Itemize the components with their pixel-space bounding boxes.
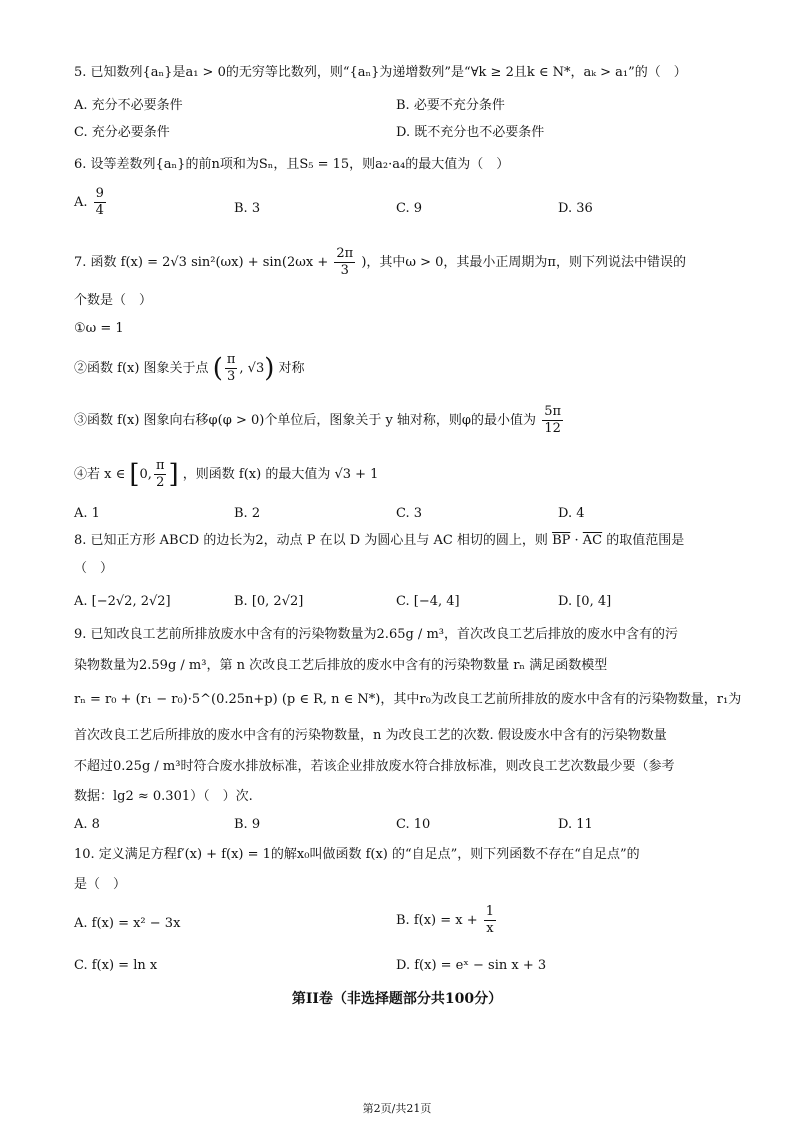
q7-s4-part3: ，则函数 f(x) 的最大值为 √3 + 1: [182, 467, 379, 482]
q7-statement-2: [74, 352, 305, 385]
q7-option-b: B. 2: [234, 506, 261, 521]
q8-option-c: C. [−4, 4]: [396, 594, 460, 609]
q7-s3-fraction: [542, 404, 563, 437]
fraction-numerator: 1: [485, 904, 495, 919]
q6-option-d: D. 36: [558, 201, 593, 216]
q6-option-c: C. 9: [396, 201, 423, 216]
q5-stem: 5. 已知数列{aₙ}是a₁ > 0的无穷等比数列，则“{aₙ}为递增数列”是“∀k ≥ 2且k ∈ N*，aₖ > a₁”的（ ）: [74, 65, 687, 80]
q7-statement-1: ①ω = 1: [74, 321, 124, 336]
q7-stem-fraction: [334, 246, 355, 279]
q8-stem-line2: （ ）: [74, 561, 114, 576]
q10-option-b-part1: B. f(x) = x +: [396, 913, 478, 928]
q9-option-a: A. 8: [74, 817, 100, 832]
q9-option-c: C. 10: [396, 817, 431, 832]
q7-s4-part1: ④若 x ∈: [74, 467, 126, 482]
q8-stem: [74, 532, 684, 550]
q9-line-3: rₙ = r₀ + (r₁ − r₀)·5^(0.25n+p) (p ∈ R, n ∈ N*)，其中r₀为改良工艺前所排放的废水中含有的污染物数量，r₁为: [74, 692, 742, 707]
q10-option-b: [396, 904, 498, 937]
fraction-numerator: 5π: [544, 404, 562, 419]
q8-option-b: B. [0, 2√2]: [234, 594, 304, 609]
vector-bp: $\overline{BP}$: [552, 533, 571, 548]
q7-stem-line2: 个数是（ ）: [74, 293, 153, 308]
q8-stem-part2: 的取值范围是: [606, 533, 685, 548]
q5-option-b: B. 必要不充分条件: [396, 98, 505, 113]
right-bracket-glyph: ]: [168, 459, 179, 490]
right-paren-glyph: ): [264, 353, 275, 384]
q7-s4-part2: 0,: [139, 467, 152, 482]
q6-stem: 6. 设等差数列{aₙ}的前n项和为Sₙ，且S₅ = 15，则a₂·a₄的最大值为（ ）: [74, 157, 510, 172]
left-paren-glyph: (: [212, 353, 223, 384]
left-bracket-glyph: [: [129, 459, 140, 490]
fraction-numerator: 9: [95, 186, 104, 201]
fraction-numerator: π: [155, 458, 165, 473]
dot-operator: ·: [570, 533, 583, 548]
q8-option-d: D. [0, 4]: [558, 594, 612, 609]
q10-option-b-fraction: [484, 904, 496, 937]
fraction-denominator: x: [486, 921, 494, 936]
q9-line-5: 不超过0.25g / m³时符合废水排放标准，若该企业排放废水符合排放标准，则改良工艺次数最少要（参考: [74, 759, 675, 774]
q5-option-d: D. 既不充分也不必要条件: [396, 125, 545, 140]
fraction-denominator: 3: [340, 263, 349, 278]
section-title: 第II卷（非选择题部分共100分）: [291, 991, 503, 1007]
q7-s4-fraction: [154, 458, 167, 491]
q7-option-c: C. 3: [396, 506, 423, 521]
q7-option-a: A. 1: [74, 506, 100, 521]
q7-s3-part1: ③函数 f(x) 图象向右移φ(φ > 0)个单位后，图象关于 y 轴对称，则φ的最小值为: [74, 413, 537, 428]
q9-option-d: D. 11: [558, 817, 593, 832]
q9-line-4: 首次改良工艺后所排放的废水中含有的污染物数量，n 为改良工艺的次数. 假设废水中含有的污染物数量: [74, 728, 667, 743]
fraction-numerator: π: [226, 352, 236, 367]
fraction-denominator: 2: [156, 475, 165, 490]
q5-option-a: A. 充分不必要条件: [74, 98, 183, 113]
q10-option-c: C. f(x) = ln x: [74, 958, 158, 973]
q6-option-a-label: A.: [74, 195, 88, 210]
q7-option-d: D. 4: [558, 506, 585, 521]
vector-ac: $\overline{AC}$: [582, 533, 603, 548]
page-footer: 第2页/共21页: [362, 1102, 432, 1115]
q7-statement-4: [74, 458, 378, 491]
q7-stem: [74, 246, 686, 279]
q8-stem-part1: 8. 已知正方形 ABCD 的边长为2，动点 P 在以 D 为圆心且与 AC 相切的圆上，则: [74, 533, 548, 548]
q6-option-a: [74, 186, 108, 219]
q7-s2-part1: ②函数 f(x) 图象关于点: [74, 361, 209, 376]
q7-stem-part2: )，其中ω > 0，其最小正周期为π，则下列说法中错误的: [361, 255, 686, 270]
fraction-denominator: 12: [544, 421, 561, 436]
q7-s2-fraction: [225, 352, 238, 385]
q7-stem-part1: 7. 函数 f(x) = 2√3 sin²(ωx) + sin(2ωx +: [74, 255, 329, 270]
q5-option-c: C. 充分必要条件: [74, 125, 170, 140]
q10-option-a: A. f(x) = x² − 3x: [74, 916, 181, 931]
fraction-denominator: 4: [95, 203, 104, 218]
q9-line-2: 染物数量为2.59g / m³，第 n 次改良工艺后排放的废水中含有的污染物数量 rₙ 满足函数模型: [74, 658, 608, 673]
q6-option-b: B. 3: [234, 201, 261, 216]
q9-line-1: 9. 已知改良工艺前所排放废水中含有的污染物数量为2.65g / m³，首次改良工艺后排放的废水中含有的污: [74, 627, 678, 642]
q9-option-b: B. 9: [234, 817, 261, 832]
q10-line-1: 10. 定义满足方程f′(x) + f(x) = 1的解x₀叫做函数 f(x) 的“自足点”，则下列函数不存在“自足点”的: [74, 847, 640, 862]
fraction-numerator: 2π: [336, 246, 354, 261]
q7-statement-3: [74, 404, 565, 437]
q7-s2-part2: , √3: [239, 361, 265, 376]
q10-line-2: 是（ ）: [74, 877, 127, 892]
q6-option-a-fraction: [94, 186, 106, 219]
q10-option-d: D. f(x) = eˣ − sin x + 3: [396, 958, 547, 973]
q8-option-a: A. [−2√2, 2√2]: [74, 594, 171, 609]
q7-s2-part3: 对称: [278, 361, 305, 376]
q9-line-6: 数据：lg2 ≈ 0.301）（ ）次.: [74, 789, 253, 804]
fraction-denominator: 3: [226, 369, 236, 384]
